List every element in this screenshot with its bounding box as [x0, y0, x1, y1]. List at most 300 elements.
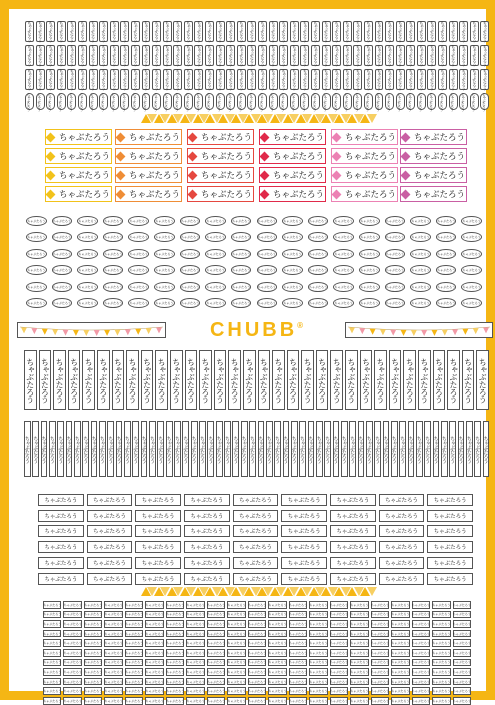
oval-name-label	[282, 216, 303, 226]
vertical-small-label	[343, 21, 352, 42]
tiny-name-label	[350, 601, 368, 609]
tiny-name-label	[125, 611, 143, 619]
tiny-name-label	[391, 601, 409, 609]
label-text: ちゃぶたろう	[265, 435, 272, 463]
label-text: ちゃぶたろう	[155, 268, 174, 273]
vertical-small-label	[120, 69, 129, 90]
vertical-small-label	[300, 69, 309, 90]
label-text: ちゃぶたろう	[27, 268, 46, 273]
label-text: ちゃぶたろう	[207, 45, 213, 66]
diamond-icon	[188, 170, 198, 180]
label-text: ちゃぶたろう	[104, 650, 123, 655]
label-text: ちゃぶたろう	[155, 251, 174, 256]
vertical-small-label	[131, 93, 140, 110]
label-text: ちゃぶたろう	[283, 219, 302, 223]
vertical-small-label	[226, 69, 235, 90]
label-text: ちゃぶたろう	[125, 698, 144, 703]
vertical-large-label	[170, 350, 183, 410]
label-text: ちゃぶたろう	[92, 498, 126, 504]
oval-name-label	[154, 232, 175, 242]
label-text: ちゃぶたろう	[27, 235, 46, 240]
vertical-thin-label	[308, 421, 315, 477]
label-text: ちゃぶたろう	[196, 21, 202, 42]
label-text: ちゃぶたろう	[360, 301, 379, 305]
vertical-small-label	[364, 21, 373, 42]
vertical-thin-label	[174, 421, 181, 477]
vertical-small-label	[311, 45, 320, 66]
diamond-icon	[116, 132, 126, 142]
oval-name-label	[410, 249, 431, 259]
tiny-name-label	[309, 639, 327, 647]
tiny-name-label	[330, 668, 348, 676]
label-text: ちゃぶたろう	[433, 560, 467, 567]
vertical-small-label	[25, 69, 34, 90]
diamond-icon	[260, 170, 270, 180]
label-text: ちゃぶたろう	[196, 45, 202, 66]
label-text: ちゃぶたろう	[432, 631, 451, 636]
flag-icon	[390, 330, 396, 336]
tiny-name-label	[350, 659, 368, 667]
rect-name-label	[330, 541, 376, 553]
label-text: ちゃぶたろう	[249, 92, 254, 111]
label-text: ちゃぶたろう	[154, 92, 159, 111]
label-text: ちゃぶたろう	[190, 529, 224, 536]
label-text: ちゃぶたろう	[472, 69, 478, 90]
vertical-small-label	[25, 45, 34, 66]
label-text: ちゃぶたろう	[345, 45, 351, 66]
rect-name-label	[233, 541, 279, 553]
vertical-small-label	[290, 21, 299, 42]
label-text: ちゃぶたろう	[405, 357, 415, 403]
label-text: ちゃぶたろう	[433, 576, 467, 583]
vertical-small-label	[89, 45, 98, 66]
vertical-small-label	[36, 45, 45, 66]
label-text: ちゃぶたろう	[257, 251, 276, 256]
label-text: ちゃぶたろう	[287, 560, 321, 567]
tiny-name-label	[63, 639, 81, 647]
label-text: ちゃぶたろう	[80, 69, 86, 90]
vertical-small-label	[163, 69, 172, 90]
label-text: ちゃぶたろう	[104, 679, 123, 684]
vertical-large-label	[258, 350, 271, 410]
label-text: ちゃぶたろう	[411, 679, 430, 684]
label-text: ちゃぶたろう	[232, 284, 251, 289]
oval-name-label	[436, 265, 457, 275]
label-text: ちゃぶたろう	[398, 45, 404, 66]
label-text: ちゃぶたろう	[207, 621, 226, 626]
tiny-name-label	[350, 668, 368, 676]
diamond-name-label	[331, 129, 398, 145]
label-text: ちゃぶたろう	[175, 69, 181, 90]
tiny-name-label	[268, 659, 286, 667]
label-text: ちゃぶたろう	[360, 268, 379, 273]
oval-name-label	[308, 216, 329, 226]
diamond-name-label	[45, 186, 112, 202]
label-text: ちゃぶたろう	[268, 679, 287, 684]
tiny-name-label	[166, 620, 184, 628]
label-text: ちゃぶたろう	[329, 660, 348, 665]
rect-name-label	[427, 541, 473, 553]
tiny-name-label	[330, 611, 348, 619]
diamond-icon	[116, 151, 126, 161]
label-text: ちゃぶたろう	[155, 301, 174, 305]
rect-name-label	[379, 541, 425, 553]
diamond-name-label	[187, 148, 254, 164]
label-text: ちゃぶたろう	[92, 576, 126, 583]
tiny-name-label	[207, 620, 225, 628]
label-text: ちゃぶたろう	[125, 621, 144, 626]
vertical-small-label	[449, 45, 458, 66]
label-text: ちゃぶたろう	[281, 45, 287, 66]
vertical-thin-label	[416, 421, 423, 477]
diamond-name-label	[259, 186, 326, 202]
tiny-name-label	[350, 678, 368, 686]
tiny-name-label	[186, 639, 204, 647]
vertical-small-label	[364, 69, 373, 90]
label-text: ちゃぶたろう	[384, 545, 418, 552]
label-text: ちゃぶたろう	[411, 631, 430, 636]
flag-icon	[83, 330, 89, 336]
label-text: ちゃぶたろう	[84, 689, 103, 694]
tiny-name-label	[289, 678, 307, 686]
diamond-icon	[401, 170, 411, 180]
label-text: ちゃぶたろう	[186, 621, 205, 626]
tiny-name-label	[391, 687, 409, 695]
label-text: ちゃぶたろう	[207, 641, 226, 646]
label-text: ちゃぶたろう	[429, 92, 434, 111]
label-text: ちゃぶたろう	[313, 69, 319, 90]
vertical-thin-label	[249, 421, 256, 477]
flag-icon	[63, 330, 69, 336]
vertical-small-label	[99, 69, 108, 90]
oval-name-label	[231, 232, 252, 242]
label-text: ちゃぶたろう	[440, 435, 447, 463]
tiny-name-label	[453, 639, 471, 647]
label-text: ちゃぶたろう	[107, 435, 114, 463]
tiny-name-label	[309, 630, 327, 638]
oval-name-label	[26, 265, 47, 275]
label-text: ちゃぶたろう	[122, 21, 128, 42]
vertical-small-label	[417, 45, 426, 66]
label-text: ちゃぶたろう	[104, 268, 123, 273]
tiny-name-label	[104, 601, 122, 609]
label-text: ちゃぶたろう	[43, 602, 62, 607]
label-text: ちゃぶたろう	[391, 669, 410, 674]
label-text: ちゃぶたろう	[101, 69, 107, 90]
vertical-small-label	[57, 93, 66, 110]
label-text: ちゃぶたろう	[283, 235, 302, 240]
tiny-name-label	[43, 639, 61, 647]
bunting-icon	[18, 324, 165, 338]
label-text: ちゃぶたろう	[92, 560, 126, 567]
vertical-small-label	[258, 93, 267, 110]
label-text: ちゃぶたろう	[407, 435, 414, 463]
tiny-name-label	[145, 659, 163, 667]
vertical-small-label	[438, 45, 447, 66]
label-text: ちゃぶたろう	[69, 21, 75, 42]
oval-name-label	[461, 298, 482, 308]
oval-name-label	[333, 249, 354, 259]
label-text: ちゃぶたろう	[247, 612, 266, 617]
label-text: ちゃぶたろう	[230, 357, 240, 403]
label-text: ちゃぶたろう	[268, 631, 287, 636]
tiny-name-label	[371, 649, 389, 657]
flag-icon	[52, 329, 58, 335]
label-text: ちゃぶたろう	[452, 631, 471, 636]
label-text: ちゃぶたろう	[207, 669, 226, 674]
label-text: ちゃぶたろう	[69, 92, 74, 111]
label-text: ちゃぶたろう	[249, 69, 255, 90]
label-text: ちゃぶたろう	[232, 301, 251, 305]
tiny-name-label	[166, 611, 184, 619]
label-text: ちゃぶたろう	[207, 69, 213, 90]
diamond-name-label	[331, 167, 398, 183]
label-text: ちゃぶたろう	[215, 357, 225, 403]
vertical-small-label	[110, 69, 119, 90]
label-text: ちゃぶたろう	[166, 612, 185, 617]
label-text: ちゃぶたろう	[112, 21, 118, 42]
label-text: ちゃぶたろう	[143, 92, 148, 111]
tiny-name-label	[309, 697, 327, 705]
label-text: ちゃぶたろう	[78, 268, 97, 273]
label-text: ちゃぶたろう	[63, 612, 82, 617]
label-text: ちゃぶたろう	[166, 698, 185, 703]
tiny-name-label	[63, 620, 81, 628]
vertical-thin-label	[291, 421, 298, 477]
tiny-name-label	[309, 620, 327, 628]
vertical-small-label	[322, 93, 331, 110]
label-text: ちゃぶたろう	[206, 235, 225, 240]
label-text: ちゃぶたろう	[387, 69, 393, 90]
vertical-small-label	[163, 45, 172, 66]
tiny-name-label	[432, 649, 450, 657]
label-text: ちゃぶたろう	[462, 268, 481, 273]
vertical-small-label	[353, 45, 362, 66]
label-text: ちゃぶたろう	[133, 69, 139, 90]
label-text: ちゃぶたろう	[129, 301, 148, 305]
label-text: ちゃぶたろう	[104, 660, 123, 665]
label-text: ちゃぶたろう	[350, 650, 369, 655]
vertical-large-label	[243, 350, 256, 410]
label-text: ちゃぶたろう	[166, 641, 185, 646]
rect-name-label	[330, 557, 376, 569]
oval-name-label	[436, 216, 457, 226]
vertical-small-label	[396, 21, 405, 42]
vertical-small-label	[99, 93, 108, 110]
vertical-small-label	[438, 69, 447, 90]
vertical-small-label	[300, 93, 309, 110]
diamond-icon	[46, 189, 56, 199]
tiny-name-label	[84, 611, 102, 619]
vertical-small-label	[237, 93, 246, 110]
vertical-small-label	[216, 93, 225, 110]
oval-name-label	[333, 298, 354, 308]
label-text: ちゃぶたろう	[154, 21, 160, 42]
label-text: ちゃぶたろう	[180, 301, 199, 305]
label-text: ちゃぶたろう	[336, 560, 370, 567]
label-text: ちゃぶたろう	[227, 641, 246, 646]
tiny-name-label	[125, 601, 143, 609]
label-text: ちゃぶたろう	[437, 301, 456, 305]
rect-name-label	[233, 494, 279, 506]
triangle-decoration	[367, 587, 377, 596]
label-text: ちゃぶたろう	[344, 133, 396, 143]
tiny-name-label	[145, 678, 163, 686]
label-text: ちゃぶたろう	[166, 602, 185, 607]
label-text: ちゃぶたろう	[43, 669, 62, 674]
label-text: ちゃぶたろう	[232, 235, 251, 240]
tiny-name-label	[391, 649, 409, 657]
label-text: ちゃぶたろう	[287, 576, 321, 583]
label-text: ちゃぶたろう	[40, 435, 47, 463]
tiny-name-label	[125, 639, 143, 647]
label-text: ちゃぶたろう	[141, 545, 175, 552]
label-text: ちゃぶたろう	[129, 235, 148, 240]
label-text: ちゃぶたろう	[411, 284, 430, 289]
vertical-thin-label	[399, 421, 406, 477]
tiny-name-label	[412, 678, 430, 686]
oval-name-label	[205, 232, 226, 242]
label-text: ちゃぶたろう	[148, 435, 155, 463]
label-text: ちゃぶたろう	[384, 513, 418, 520]
label-text: ちゃぶたろう	[23, 435, 30, 463]
label-text: ちゃぶたろう	[336, 498, 370, 504]
vertical-thin-label	[224, 421, 231, 477]
oval-name-label	[77, 216, 98, 226]
vertical-large-label	[418, 350, 431, 410]
label-text: ちゃぶたろう	[196, 92, 201, 111]
vertical-thin-label	[166, 421, 173, 477]
label-text: ちゃぶたろう	[271, 45, 277, 66]
vertical-small-label	[385, 45, 394, 66]
vertical-large-label	[126, 350, 139, 410]
label-text: ちゃぶたろう	[198, 435, 205, 463]
label-text: ちゃぶたろう	[387, 92, 392, 111]
label-text: ちゃぶたろう	[309, 621, 328, 626]
oval-name-label	[385, 232, 406, 242]
label-text: ちゃぶたろう	[260, 69, 266, 90]
vertical-small-label	[194, 93, 203, 110]
diamond-name-label	[331, 186, 398, 202]
vertical-small-label	[364, 93, 373, 110]
tiny-name-label	[268, 639, 286, 647]
flag-icon	[349, 327, 355, 333]
vertical-small-label	[237, 21, 246, 42]
tiny-name-label	[412, 668, 430, 676]
vertical-small-label	[290, 45, 299, 66]
label-text: ちゃぶたろう	[145, 631, 164, 636]
rect-name-label	[330, 573, 376, 585]
diamond-name-label	[115, 129, 182, 145]
label-text: ちゃぶたろう	[200, 171, 252, 181]
label-text: ちゃぶたろう	[283, 268, 302, 273]
tiny-name-label	[145, 620, 163, 628]
tiny-name-label	[125, 630, 143, 638]
label-text: ちゃぶたろう	[350, 602, 369, 607]
vertical-small-label	[290, 69, 299, 90]
label-text: ちゃぶたろう	[472, 45, 478, 66]
tiny-name-label	[186, 649, 204, 657]
vertical-small-label	[480, 93, 489, 110]
vertical-thin-label	[324, 421, 331, 477]
tiny-name-label	[309, 601, 327, 609]
vertical-thin-label	[216, 421, 223, 477]
vertical-large-label	[462, 350, 475, 410]
tiny-name-label	[289, 639, 307, 647]
label-text: ちゃぶたろう	[334, 45, 340, 66]
label-text: ちゃぶたろう	[78, 301, 97, 305]
label-text: ちゃぶたろう	[78, 235, 97, 240]
label-text: ちゃぶたろう	[238, 576, 272, 583]
label-text: ちゃぶたろう	[329, 621, 348, 626]
tiny-name-label	[125, 649, 143, 657]
tiny-name-label	[104, 649, 122, 657]
tiny-name-label	[453, 678, 471, 686]
label-text: ちゃぶたろう	[350, 641, 369, 646]
oval-name-label	[26, 298, 47, 308]
label-text: ちゃぶたろう	[98, 357, 108, 403]
label-text: ちゃぶたろう	[329, 602, 348, 607]
oval-name-label	[205, 282, 226, 292]
label-text: ちゃぶたろう	[257, 435, 264, 463]
oval-name-label	[103, 298, 124, 308]
label-text: ちゃぶたろう	[449, 435, 456, 463]
diamond-name-label	[187, 167, 254, 183]
tiny-name-label	[309, 649, 327, 657]
vertical-small-label	[57, 21, 66, 42]
vertical-small-label	[375, 93, 384, 110]
flag-icon	[401, 330, 407, 336]
label-text: ちゃぶたろう	[268, 669, 287, 674]
label-text: ちゃぶたろう	[190, 576, 224, 583]
label-text: ちゃぶたろう	[336, 529, 370, 536]
label-text: ちゃぶたろう	[166, 660, 185, 665]
label-text: ちゃぶたろう	[385, 301, 404, 305]
tiny-name-label	[412, 649, 430, 657]
oval-name-label	[128, 298, 149, 308]
label-text: ちゃぶたろう	[196, 69, 202, 90]
diamond-name-label	[187, 129, 254, 145]
flag-icon	[452, 329, 458, 335]
oval-name-label	[436, 232, 457, 242]
label-text: ちゃぶたろう	[440, 92, 445, 111]
tiny-name-label	[432, 611, 450, 619]
tiny-name-label	[289, 697, 307, 705]
label-text: ちゃぶたろう	[432, 641, 451, 646]
label-text: ちゃぶたろう	[324, 435, 331, 463]
label-text: ちゃぶたろう	[334, 284, 353, 289]
tiny-name-label	[166, 687, 184, 695]
label-text: ちゃぶたろう	[288, 669, 307, 674]
oval-name-label	[333, 265, 354, 275]
label-text: ちゃぶたろう	[200, 152, 252, 162]
diamond-name-label	[400, 129, 467, 145]
tiny-name-label	[432, 620, 450, 628]
label-text: ちゃぶたろう	[247, 621, 266, 626]
tiny-name-label	[166, 639, 184, 647]
label-text: ちゃぶたろう	[63, 602, 82, 607]
oval-name-label	[257, 249, 278, 259]
tiny-name-label	[432, 659, 450, 667]
label-text: ちゃぶたろう	[391, 650, 410, 655]
vertical-small-label	[194, 69, 203, 90]
label-text: ちゃぶたろう	[350, 612, 369, 617]
oval-name-label	[52, 232, 73, 242]
oval-name-label	[333, 216, 354, 226]
tiny-name-label	[330, 678, 348, 686]
vertical-small-label	[152, 21, 161, 42]
label-text: ちゃぶたろう	[432, 435, 439, 463]
